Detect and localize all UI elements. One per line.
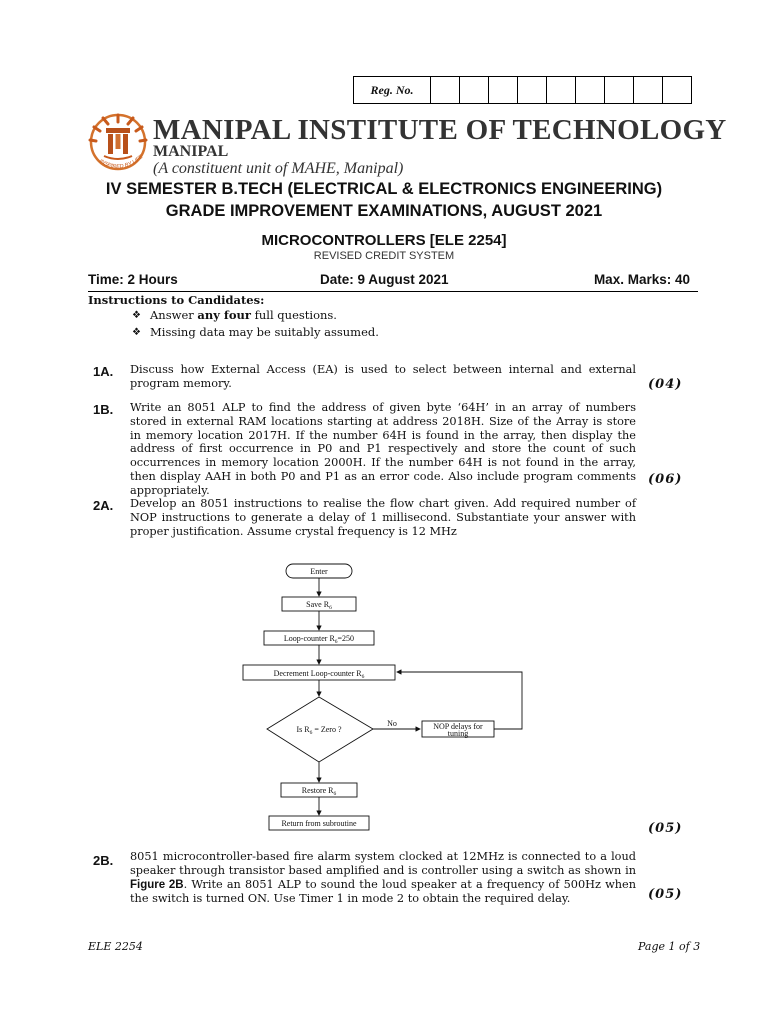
question-text: Develop an 8051 instructions to realise the flow chart given. Add required number of NOP instructions to generate a delay of 1 millisecond. Substantiate your answer with proper justification. Assume crystal frequency is 12 MHz <box>130 497 636 538</box>
flow-no-label: No <box>387 719 397 728</box>
reg-no-box <box>353 76 692 104</box>
flow-enter-label: Enter <box>310 567 328 576</box>
reg-no-cell <box>605 77 634 103</box>
question-text: 8051 microcontroller-based fire alarm system clocked at 12MHz is connected to a loud speaker through transistor based amplified and is controller using a switch as shown in Figure 2B. Write an 8051 ALP to sound the loud speaker at a frequency of 500Hz when the switch is turned ON. Use Timer 1 in mode 2 to obtain the required delay. <box>130 850 636 906</box>
exam-max-marks: Max. Marks: 40 <box>593 272 690 287</box>
footer-page-number: Page 1 of 3 <box>638 940 701 953</box>
flow-nop-label: NOP delays for <box>433 722 483 731</box>
reg-no-cell <box>576 77 605 103</box>
question-number: 1B. <box>93 402 114 417</box>
reg-no-cell <box>460 77 489 103</box>
flowchart-diagram <box>236 558 536 838</box>
reg-no-cell <box>547 77 576 103</box>
credit-scheme: REVISED CREDIT SYSTEM <box>313 250 455 262</box>
flow-decision-label: Is $R_6$ = Zero ? <box>296 725 342 736</box>
semester-title: IV SEMESTER B.TECH (ELECTRICAL & ELECTRONICS ENGINEERING) <box>105 180 663 198</box>
reg-no-cell <box>431 77 460 103</box>
flow-nop-label-2: tuning <box>447 729 469 738</box>
institute-subtitle: (A constituent unit of MAHE, Manipal) <box>153 160 404 177</box>
exam-title: GRADE IMPROVEMENT EXAMINATIONS, AUGUST 2021 <box>165 202 603 220</box>
question-text: Discuss how External Access (EA) is used to select between internal and external program memory. <box>130 363 636 390</box>
reg-no-cell <box>663 77 691 103</box>
subject-title: MICROCONTROLLERS [ELE 2254] <box>261 232 507 249</box>
logo-motto: INSPIRED BY LIFE <box>98 154 145 171</box>
reg-no-cell <box>518 77 547 103</box>
reg-no-label: Reg. No. <box>354 77 431 103</box>
flow-restore-label: Restore $R_6$ <box>301 786 337 797</box>
reg-no-cell <box>634 77 663 103</box>
exam-date: Date: 9 August 2021 <box>320 272 449 287</box>
footer-course-code: ELE 2254 <box>88 940 143 953</box>
reg-no-cell <box>489 77 518 103</box>
exam-time: Time: 2 Hours <box>88 272 178 287</box>
question-text: Write an 8051 ALP to find the address of given byte ‘64H’ in an array of numbers stored in external RAM locations starting at address 2018H. Size of the Array is store in memory location 2017H. If the number 64H is found in the array, then display the address of first occurrence in P0 and P1 respectively and store the count of such occurrences in memory location 2000H. If the number 64H is not found in the array, then display AAH in both P0 and P1 as an error code. Also include program comments appropriately. <box>130 401 636 497</box>
institute-logo-icon <box>86 112 150 178</box>
instructions-heading: Instructions to Candidates: <box>88 293 265 307</box>
flow-decrement-label: Decrement Loop-counter $R_6$ <box>273 669 365 680</box>
instruction-item: Missing data may be suitably assumed. <box>150 325 379 339</box>
institute-name: MANIPAL INSTITUTE OF TECHNOLOGY <box>153 114 727 146</box>
question-marks: (04) <box>648 377 683 392</box>
bullet-diamond-icon: ❖ <box>132 327 141 338</box>
flow-return-label: Return from subroutine <box>281 819 357 828</box>
flow-save-label: Save $R_6$ <box>306 600 332 611</box>
bullet-diamond-icon: ❖ <box>132 310 141 321</box>
institute-city: MANIPAL <box>153 143 229 160</box>
flow-loop-label: Loop-counter $R_6=250$ <box>283 634 355 645</box>
question-number: 2B. <box>93 853 114 868</box>
question-marks: (05) <box>648 821 683 836</box>
header-divider <box>88 291 698 292</box>
question-number: 1A. <box>93 364 114 379</box>
instruction-item: Answer any four full questions. <box>150 308 337 322</box>
question-number: 2A. <box>93 498 114 513</box>
question-marks: (05) <box>648 887 683 902</box>
question-marks: (06) <box>648 472 683 487</box>
